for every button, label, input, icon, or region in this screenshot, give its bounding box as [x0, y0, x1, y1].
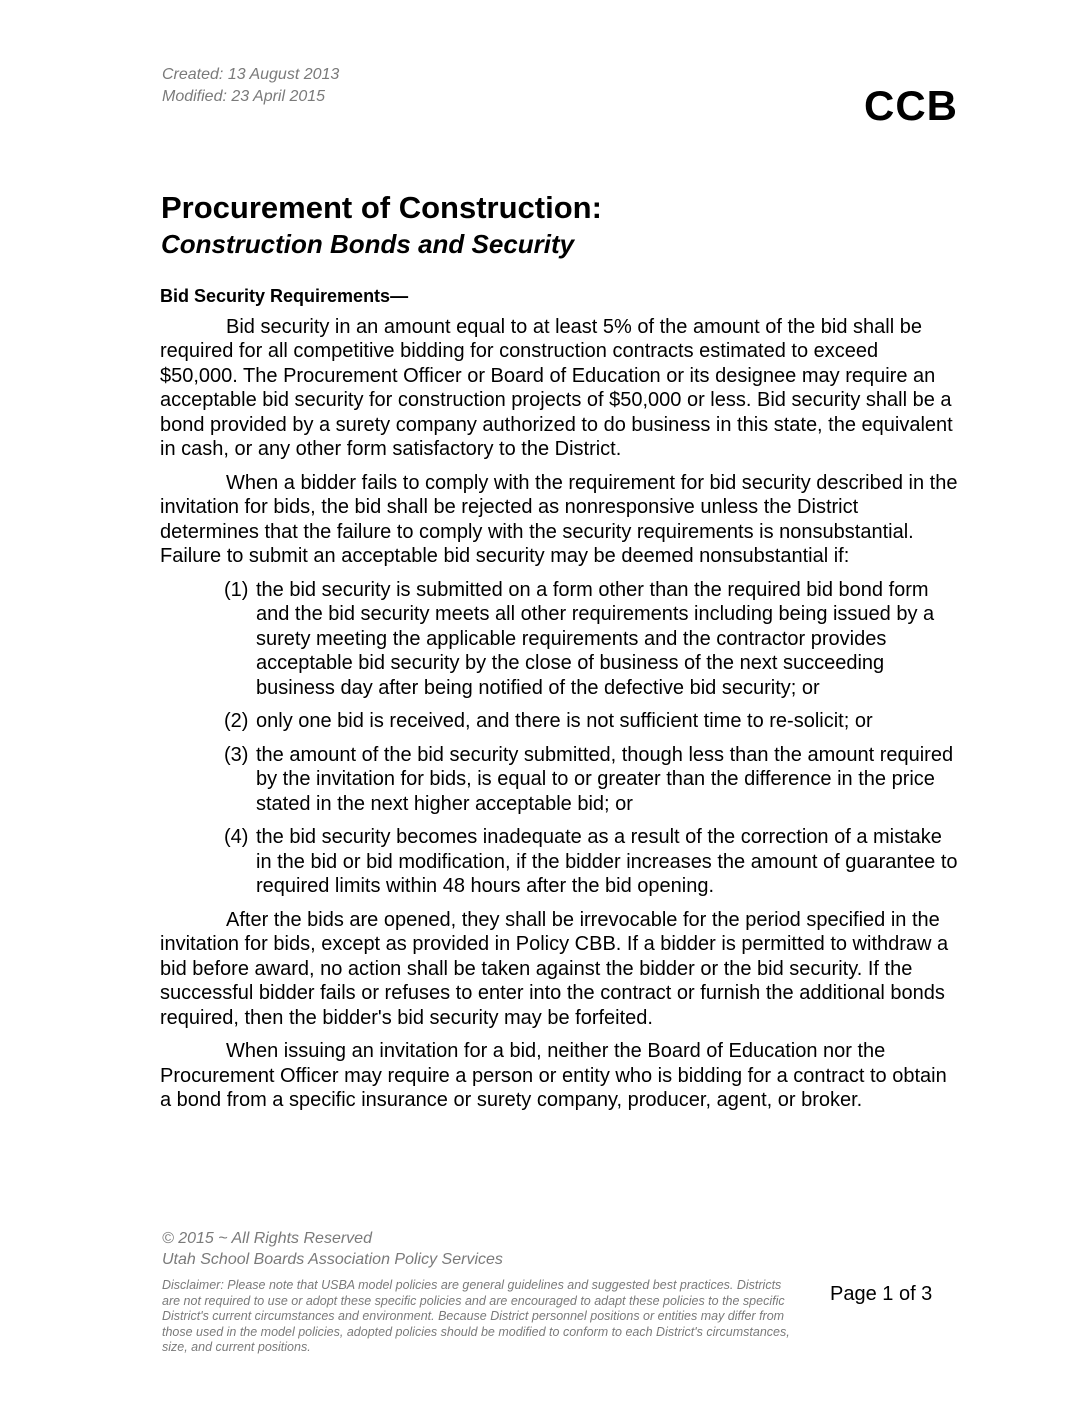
policy-code: CCB [864, 82, 958, 129]
list-item [160, 709, 960, 734]
list-item-text: only one bid is received, and there is not sufficient time to re-solicit; or [256, 710, 873, 732]
page-subtitle: Construction Bonds and Security [161, 229, 575, 259]
list-item [160, 743, 960, 817]
list-item-text: the bid security is submitted on a form other than the required bid bond form and the bid security meets all other requirements including being issued by a surety meeting the applicable requirements and the contractor provides acceptable bid security by the close of business of the next succeeding business day after being notified of the defective bid security; or [256, 578, 935, 699]
modified-date: Modified: 23 April 2015 [162, 88, 326, 105]
page-number: Page 1 of 3 [830, 1283, 933, 1305]
list-item-number: (2) [224, 710, 249, 732]
list-item-number: (3) [224, 743, 249, 766]
paragraph: Bid security in an amount equal to at least 5% of the amount of the bid shall be required for all competitive bidding for construction contracts estimated to exceed $50,000. The Procurement Officer or Board of Education or its designee may require an acceptable bid security for construction projects of $50,000 or less. Bid security shall be a bond provided by a surety company authorized to do business in this state, the equivalent in cash, or any other form satisfactory to the District. [160, 315, 953, 460]
copyright-notice: © 2015 ~ All Rights Reserved [162, 1230, 372, 1247]
page-title: Procurement of Construction: [161, 190, 602, 225]
list-item-text: the bid security becomes inadequate as a result of the correction of a mistake in the bid or bid modification, if the bidder increases the amount of guarantee to required limits within 48 hours after the bid opening. [256, 826, 958, 897]
created-date: Created: 13 August 2013 [162, 66, 340, 83]
list-item-number: (4) [224, 826, 249, 848]
paragraph: When a bidder fails to comply with the requirement for bid security described in the invitation for bids, the bid shall be rejected as nonresponsive unless the District determines that the failure to comply with the security requirements is nonsubstantial. Failure to submit an acceptable bid security may be deemed nonsubstantial if: [160, 471, 958, 567]
list-item [160, 578, 960, 701]
list-item [160, 825, 960, 899]
document-body [160, 284, 960, 1122]
organization-name: Utah School Boards Association Policy Services [162, 1251, 503, 1268]
paragraph: After the bids are opened, they shall be irrevocable for the period specified in the invitation for bids, except as provided in Policy CBB. If a bidder is permitted to withdraw a bid before award, no action shall be taken against the bidder or the bid security. If the successful bidder fails or refuses to enter into the contract or furnish the additional bonds required, then the bidder's bid security may be forfeited. [160, 908, 949, 1029]
paragraph: When issuing an invitation for a bid, neither the Board of Education nor the Procurement Officer may require a person or entity who is bidding for a contract to obtain a bond from a specific insurance or surety company, producer, agent, or broker. [160, 1040, 947, 1111]
list-item-text: the amount of the bid security submitted, though less than the amount required by the invitation for bids, is equal to or greater than the difference in the price stated in the next higher acceptable bid; or [256, 743, 954, 815]
disclaimer: Disclaimer: Please note that USBA model policies are general guidelines and suggested best practices. Districts are not required to use or adopt these specific policies and are encouraged to adapt these policies to the specific District's current circumstances and environment. Because District personnel positions or entities may differ from those used in the model policies, adopted policies should be modified to conform to each District's circumstances, size, and current positions. [162, 1278, 790, 1354]
conditions-list [160, 578, 960, 899]
footer [162, 1228, 503, 1270]
section-heading: Bid Security Requirements— [160, 286, 409, 306]
list-item-number: (1) [224, 578, 249, 601]
document-meta [162, 64, 339, 108]
